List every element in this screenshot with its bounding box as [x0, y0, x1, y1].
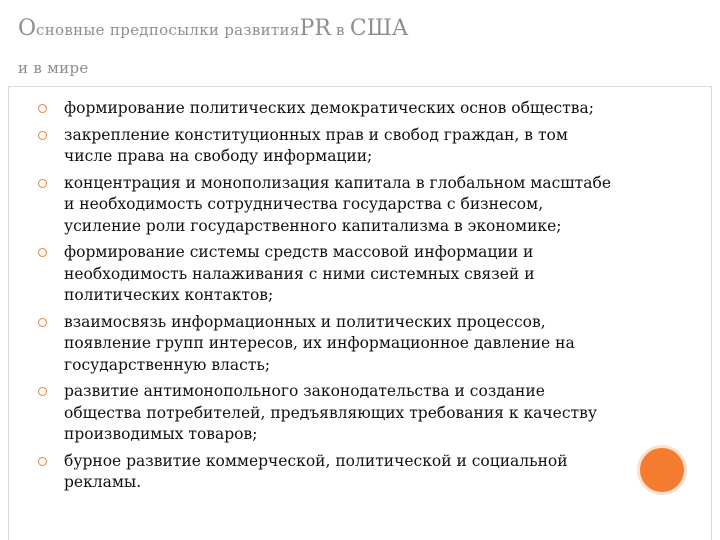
- bullet-list: [38, 98, 618, 499]
- list-item-text: формирование системы средств массовой информации и необходимость налаживания с ними системных связей и политических контактов;: [64, 243, 535, 304]
- title-initial: О: [18, 16, 37, 41]
- bullet-circle-icon: [38, 318, 47, 327]
- title-text-1: сновные предпосылки развития: [36, 21, 300, 39]
- list-item: [38, 125, 618, 168]
- bullet-circle-icon: [38, 179, 47, 188]
- title-in: в: [330, 21, 350, 39]
- bullet-circle-icon: [38, 131, 47, 140]
- list-item: [38, 312, 618, 377]
- title-usa: США: [349, 16, 409, 41]
- list-item: [38, 173, 618, 238]
- accent-circle-icon: [640, 448, 684, 492]
- list-item: [38, 98, 618, 120]
- list-item-text: развитие антимонопольного законодательства и создание общества потребителей, предъявляющих требования к качеству производимых товаров;: [64, 382, 597, 443]
- bullet-circle-icon: [38, 387, 47, 396]
- title-line-2: и в мире: [18, 59, 89, 77]
- slide-title: [18, 6, 698, 86]
- list-item-text: формирование политических демократических основ общества;: [64, 99, 594, 117]
- list-item: [38, 242, 618, 307]
- bullet-circle-icon: [38, 248, 47, 257]
- list-item-text: взаимосвязь информационных и политических процессов, появление групп интересов, их информационное давление на государственную власть;: [64, 312, 575, 374]
- list-item: [38, 381, 618, 446]
- list-item-text: бурное развитие коммерческой, политической и социальной рекламы.: [64, 451, 568, 491]
- title-line-1: [18, 6, 698, 48]
- list-item-text: закрепление конституционных прав и свобод граждан, в том числе права на свободу информации;: [64, 125, 568, 165]
- bullet-circle-icon: [38, 104, 47, 113]
- list-item-text: концентрация и монополизация капитала в глобальном масштабе и необходимость сотрудничества государства с бизнесом, усиление роли государственного капитализма в экономике;: [64, 173, 611, 235]
- list-item: [38, 451, 618, 494]
- title-pr: PR: [299, 16, 331, 41]
- bullet-circle-icon: [38, 457, 47, 466]
